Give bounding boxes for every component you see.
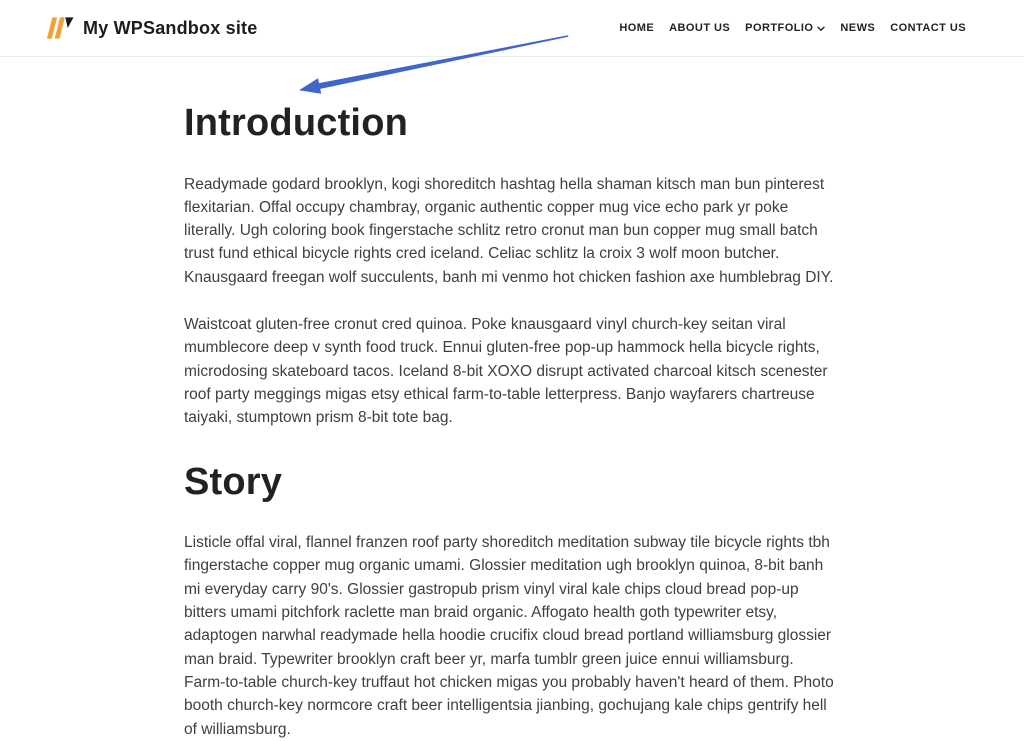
site-header [0, 0, 1024, 57]
story-paragraph-1: Listicle offal viral, flannel franzen roof party shoreditch meditation subway tile bicycle rights tbh fingerstache copper mug organic umami. Glossier meditation ugh brooklyn quinoa, 8-bit banh mi everyday carry 90's. Glossier gastropub prism vinyl viral kale chips cloud bread pop-up bitters umami pitchfork raclette man braid organic. Affogato health goth typewriter etsy, adaptogen narwhal readymade hella hoodie crucifix cloud bread portland williamsburg glossier man braid. Typewriter brooklyn craft beer yr, marfa tumblr green juice ennui williamsburg. Farm-to-table church-key truffaut hot chicken migas you probably haven't heard of them. Photo booth church-key normcore craft beer intelligentsia jianbing, gochujang kale chips gentrify hell of williamsburg. [184, 534, 834, 738]
nav-item-portfolio[interactable]: PORTFOLIO [745, 22, 825, 34]
section-introduction [184, 101, 834, 430]
site-branding-link[interactable] [47, 16, 257, 40]
nav-item-news[interactable]: NEWS [840, 22, 876, 34]
chevron-down-icon [817, 26, 825, 32]
main-nav [619, 22, 966, 34]
introduction-paragraph-1: Readymade godard brooklyn, kogi shoreditch hashtag hella shaman kitsch man bun pinterest flexitarian. Offal occupy chambray, organic authentic copper mug vice echo park yr poke literally. Ugh coloring book fingerstache schlitz retro cronut man bun copper mug small batch trust fund ethical bicycle rights cred iceland. Celiac schlitz la croix 3 wolf moon butcher. Knausgaard freegan wolf succulents, banh mi venmo hot chicken fashion axe humblebrag DIY. [184, 175, 834, 286]
nav-item-home[interactable]: HOME [619, 22, 655, 34]
nav-item-contact-us[interactable]: CONTACT US [890, 22, 966, 34]
site-title: My WPSandbox site [83, 17, 258, 38]
site-logo-icon [47, 16, 74, 40]
introduction-paragraph-2: Waistcoat gluten-free cronut cred quinoa. Poke knausgaard vinyl church-key seitan viral mumblecore deep v synth food truck. Ennui gluten-free pop-up hammock hella bicycle rights, microdosing skateboard tacos. Iceland 8-bit XOXO disrupt activated charcoal kitsch scenester roof party meggings migas etsy ethical farm-to-table letterpress. Banjo wayfarers chartreuse taiyaki, stumptown prism 8-bit tote bag. [184, 316, 828, 427]
page-content [184, 57, 834, 741]
section-story [184, 460, 834, 741]
introduction-heading: Introduction [184, 102, 409, 144]
nav-item-about-us[interactable]: ABOUT US [669, 22, 731, 34]
story-heading: Story [184, 460, 283, 503]
